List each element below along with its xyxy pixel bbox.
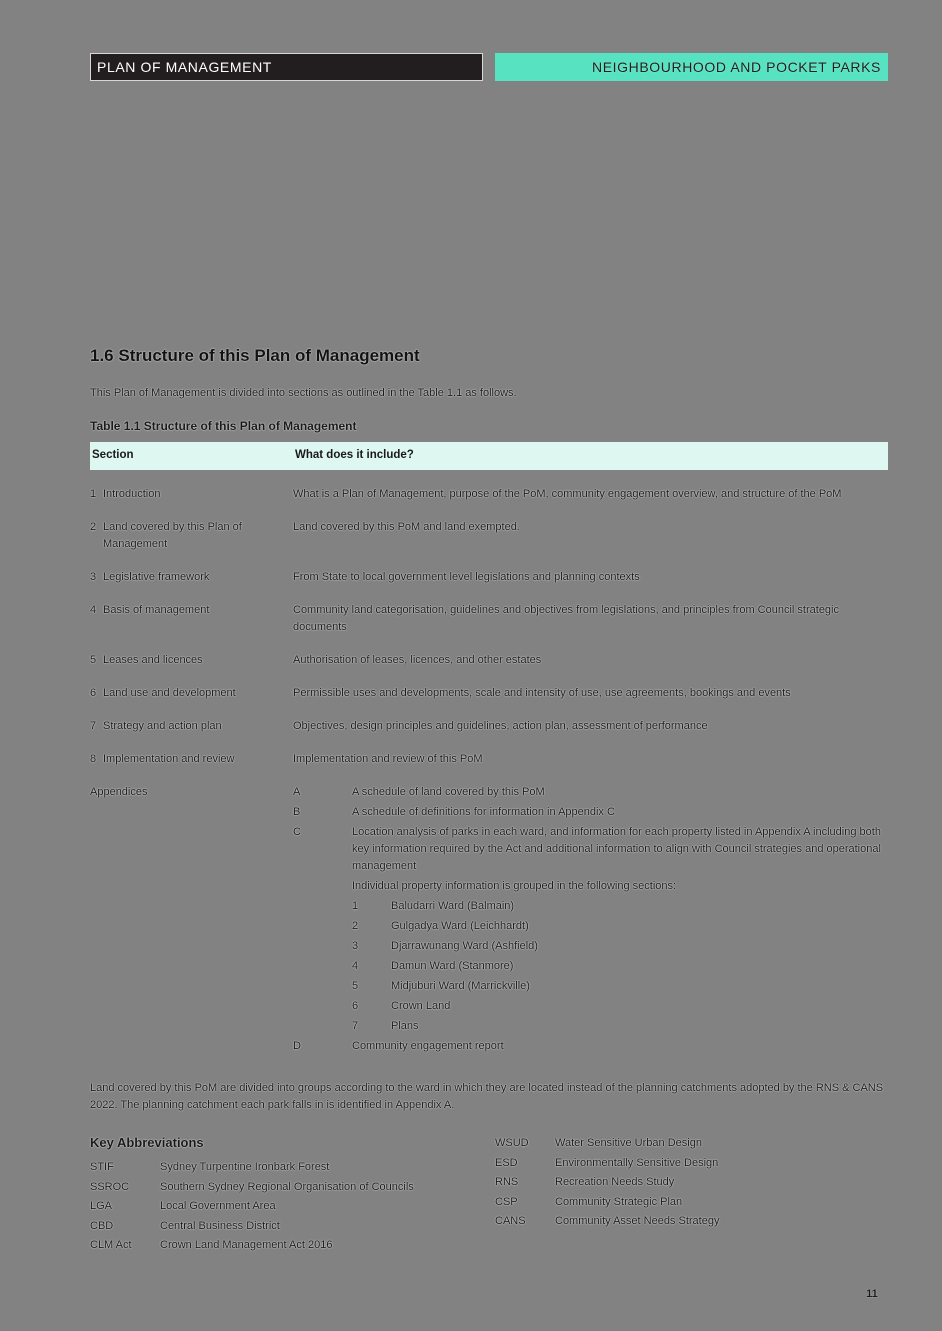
table-row <box>90 652 888 669</box>
abbreviation-definition: Community Strategic Plan <box>555 1195 683 1208</box>
appendix-text: Community engagement report <box>352 1040 504 1052</box>
ward-name: Damun Ward (Stanmore) <box>391 960 514 972</box>
table-caption: Table 1.1 Structure of this Plan of Management <box>90 419 357 433</box>
key-abbreviations-heading: Key Abbreviations <box>90 1135 204 1150</box>
table-row <box>90 718 888 735</box>
abbreviation-definition: Crown Land Management Act 2016 <box>160 1239 333 1251</box>
abbreviation-key: SSROC <box>90 1180 130 1193</box>
appendix-text: A schedule of definitions for information in Appendix C <box>352 806 615 818</box>
abbreviation-key: WSUD <box>495 1137 529 1149</box>
ward-number: 5 <box>352 980 359 992</box>
table-row <box>90 751 888 768</box>
ward-name: Gulgadya Ward (Leichhardt) <box>391 920 529 932</box>
table-row <box>90 569 888 586</box>
row-section-label: Legislative framework <box>103 571 210 583</box>
abbreviation-key: RNS <box>495 1176 519 1188</box>
abbreviation-row <box>495 1212 888 1232</box>
row-description: Objectives, design principles and guidelines, action plan, assessment of performance <box>293 720 708 732</box>
row-number: 1 <box>90 488 97 500</box>
ward-list-item <box>352 958 888 975</box>
ward-list-item <box>352 918 888 935</box>
page-number: 11 <box>866 1288 878 1300</box>
ward-name: Midjuburi Ward (Marrickville) <box>391 980 530 992</box>
ward-name: Crown Land <box>391 1000 451 1012</box>
ward-number: 2 <box>352 920 359 932</box>
appendix-text: A schedule of land covered by this PoM <box>352 786 545 798</box>
ward-list-item <box>352 898 888 915</box>
row-description: Community land categorisation, guidelines and objectives from legislations, and principles from Council strategic documents <box>293 604 839 633</box>
row-section-label: Leases and licences <box>103 654 203 666</box>
row-number: 7 <box>90 720 97 732</box>
row-section-label: Land use and development <box>103 687 236 699</box>
neighbourhood-pocket-parks-banner: NEIGHBOURHOOD AND POCKET PARKS <box>495 53 888 81</box>
page-content <box>90 345 888 1256</box>
ward-list-item <box>352 998 888 1015</box>
appendix-c-note: Individual property information is grouped in the following sections: <box>352 880 677 892</box>
intro-paragraph: This Plan of Management is divided into sections as outlined in the Table 1.1 as follows. <box>90 387 517 399</box>
row-number: 5 <box>90 654 97 666</box>
ward-list-item <box>352 1018 888 1035</box>
column-header-what-does-it-include: What does it include? <box>295 449 414 461</box>
plan-of-management-banner: PLAN OF MANAGEMENT <box>90 53 483 81</box>
row-number: 2 <box>90 521 97 533</box>
table-header-row <box>90 442 888 470</box>
abbreviation-definition: Local Government Area <box>160 1200 276 1212</box>
ward-number: 4 <box>352 960 359 972</box>
row-section-label: Implementation and review <box>103 753 235 765</box>
abbreviation-row <box>90 1158 495 1178</box>
row-description: Implementation and review of this PoM <box>293 753 483 765</box>
appendix-letter: A <box>293 786 301 798</box>
appendices-label: Appendices <box>90 786 148 798</box>
row-number: 4 <box>90 604 97 616</box>
appendix-item <box>293 784 888 801</box>
appendix-letter: B <box>293 806 301 818</box>
abbreviation-row <box>90 1197 495 1217</box>
row-description: Authorisation of leases, licences, and other estates <box>293 654 542 666</box>
table-row <box>90 602 888 636</box>
abbreviation-definition: Sydney Turpentine Ironbark Forest <box>160 1161 330 1173</box>
appendix-item <box>293 824 888 1035</box>
abbreviation-key: CANS <box>495 1215 526 1227</box>
ward-name: Plans <box>391 1020 419 1032</box>
row-section-label: Basis of management <box>103 604 210 616</box>
ward-number: 6 <box>352 1000 359 1012</box>
abbreviation-row <box>90 1217 495 1237</box>
row-description: Permissible uses and developments, scale and intensity of use, use agreements, bookings and events <box>293 687 791 699</box>
table-row <box>90 685 888 702</box>
row-number: 6 <box>90 687 97 699</box>
section-heading: 1.6 Structure of this Plan of Management <box>90 346 420 365</box>
ward-number: 7 <box>352 1020 359 1032</box>
abbreviation-definition: Community Asset Needs Strategy <box>555 1215 720 1227</box>
row-description: From State to local government level legislations and planning contexts <box>293 571 640 583</box>
abbreviation-row <box>495 1154 888 1174</box>
appendix-item <box>293 804 888 821</box>
abbreviation-key: LGA <box>90 1200 113 1212</box>
abbreviation-row <box>495 1134 888 1154</box>
row-section-label: Introduction <box>103 488 161 500</box>
abbreviation-definition: Southern Sydney Regional Organisation of Councils <box>160 1180 414 1193</box>
column-header-section: Section <box>92 449 134 461</box>
row-section-label: Strategy and action plan <box>103 720 222 732</box>
key-abbreviations-section <box>90 1134 888 1256</box>
abbreviation-key: CBD <box>90 1219 114 1232</box>
table-row <box>90 486 888 503</box>
appendix-letter: D <box>293 1040 301 1052</box>
appendix-c-section-list <box>352 898 888 1035</box>
ward-number: 3 <box>352 940 359 952</box>
abbreviation-definition: Central Business District <box>160 1219 280 1232</box>
abbreviation-row <box>90 1178 495 1198</box>
row-number: 3 <box>90 571 97 583</box>
closing-paragraph: Land covered by this PoM are divided into groups according to the ward in which they are located instead of the planning catchments adopted by the RNS & CANS 2022. The planning catchment each park falls in is identified in Appendix A. <box>90 1082 884 1111</box>
abbreviation-row <box>495 1193 888 1213</box>
row-section-label: Land covered by this Plan of Management <box>103 521 242 550</box>
table-row <box>90 519 888 553</box>
ward-list-item <box>352 978 888 995</box>
abbreviation-definition: Water Sensitive Urban Design <box>555 1137 702 1149</box>
abbreviation-key: CLM Act <box>90 1239 132 1251</box>
ward-number: 1 <box>352 900 359 912</box>
ward-name: Djarrawunang Ward (Ashfield) <box>391 940 538 952</box>
abbreviation-definition: Environmentally Sensitive Design <box>555 1156 719 1169</box>
row-description: Land covered by this PoM and land exempted. <box>293 521 520 533</box>
row-description: What is a Plan of Management, purpose of the PoM, community engagement overview, and structure of the PoM <box>293 488 842 500</box>
abbreviation-row <box>495 1173 888 1193</box>
ward-name: Baludarri Ward (Balmain) <box>391 900 515 912</box>
abbreviation-key: CSP <box>495 1195 518 1208</box>
abbreviation-key: STIF <box>90 1161 114 1173</box>
appendix-item <box>293 1038 888 1055</box>
abbreviation-key: ESD <box>495 1156 518 1169</box>
appendix-letter: C <box>293 826 301 838</box>
ward-list-item <box>352 938 888 955</box>
appendix-text: Location analysis of parks in each ward, and information for each property listed in Appendix A including both key information required by the Act and additional information to align with Council strategies and operational management <box>352 826 881 872</box>
abbreviation-row <box>90 1236 495 1256</box>
table-row-appendices <box>90 784 888 1058</box>
abbreviation-definition: Recreation Needs Study <box>555 1176 675 1188</box>
row-number: 8 <box>90 753 97 765</box>
